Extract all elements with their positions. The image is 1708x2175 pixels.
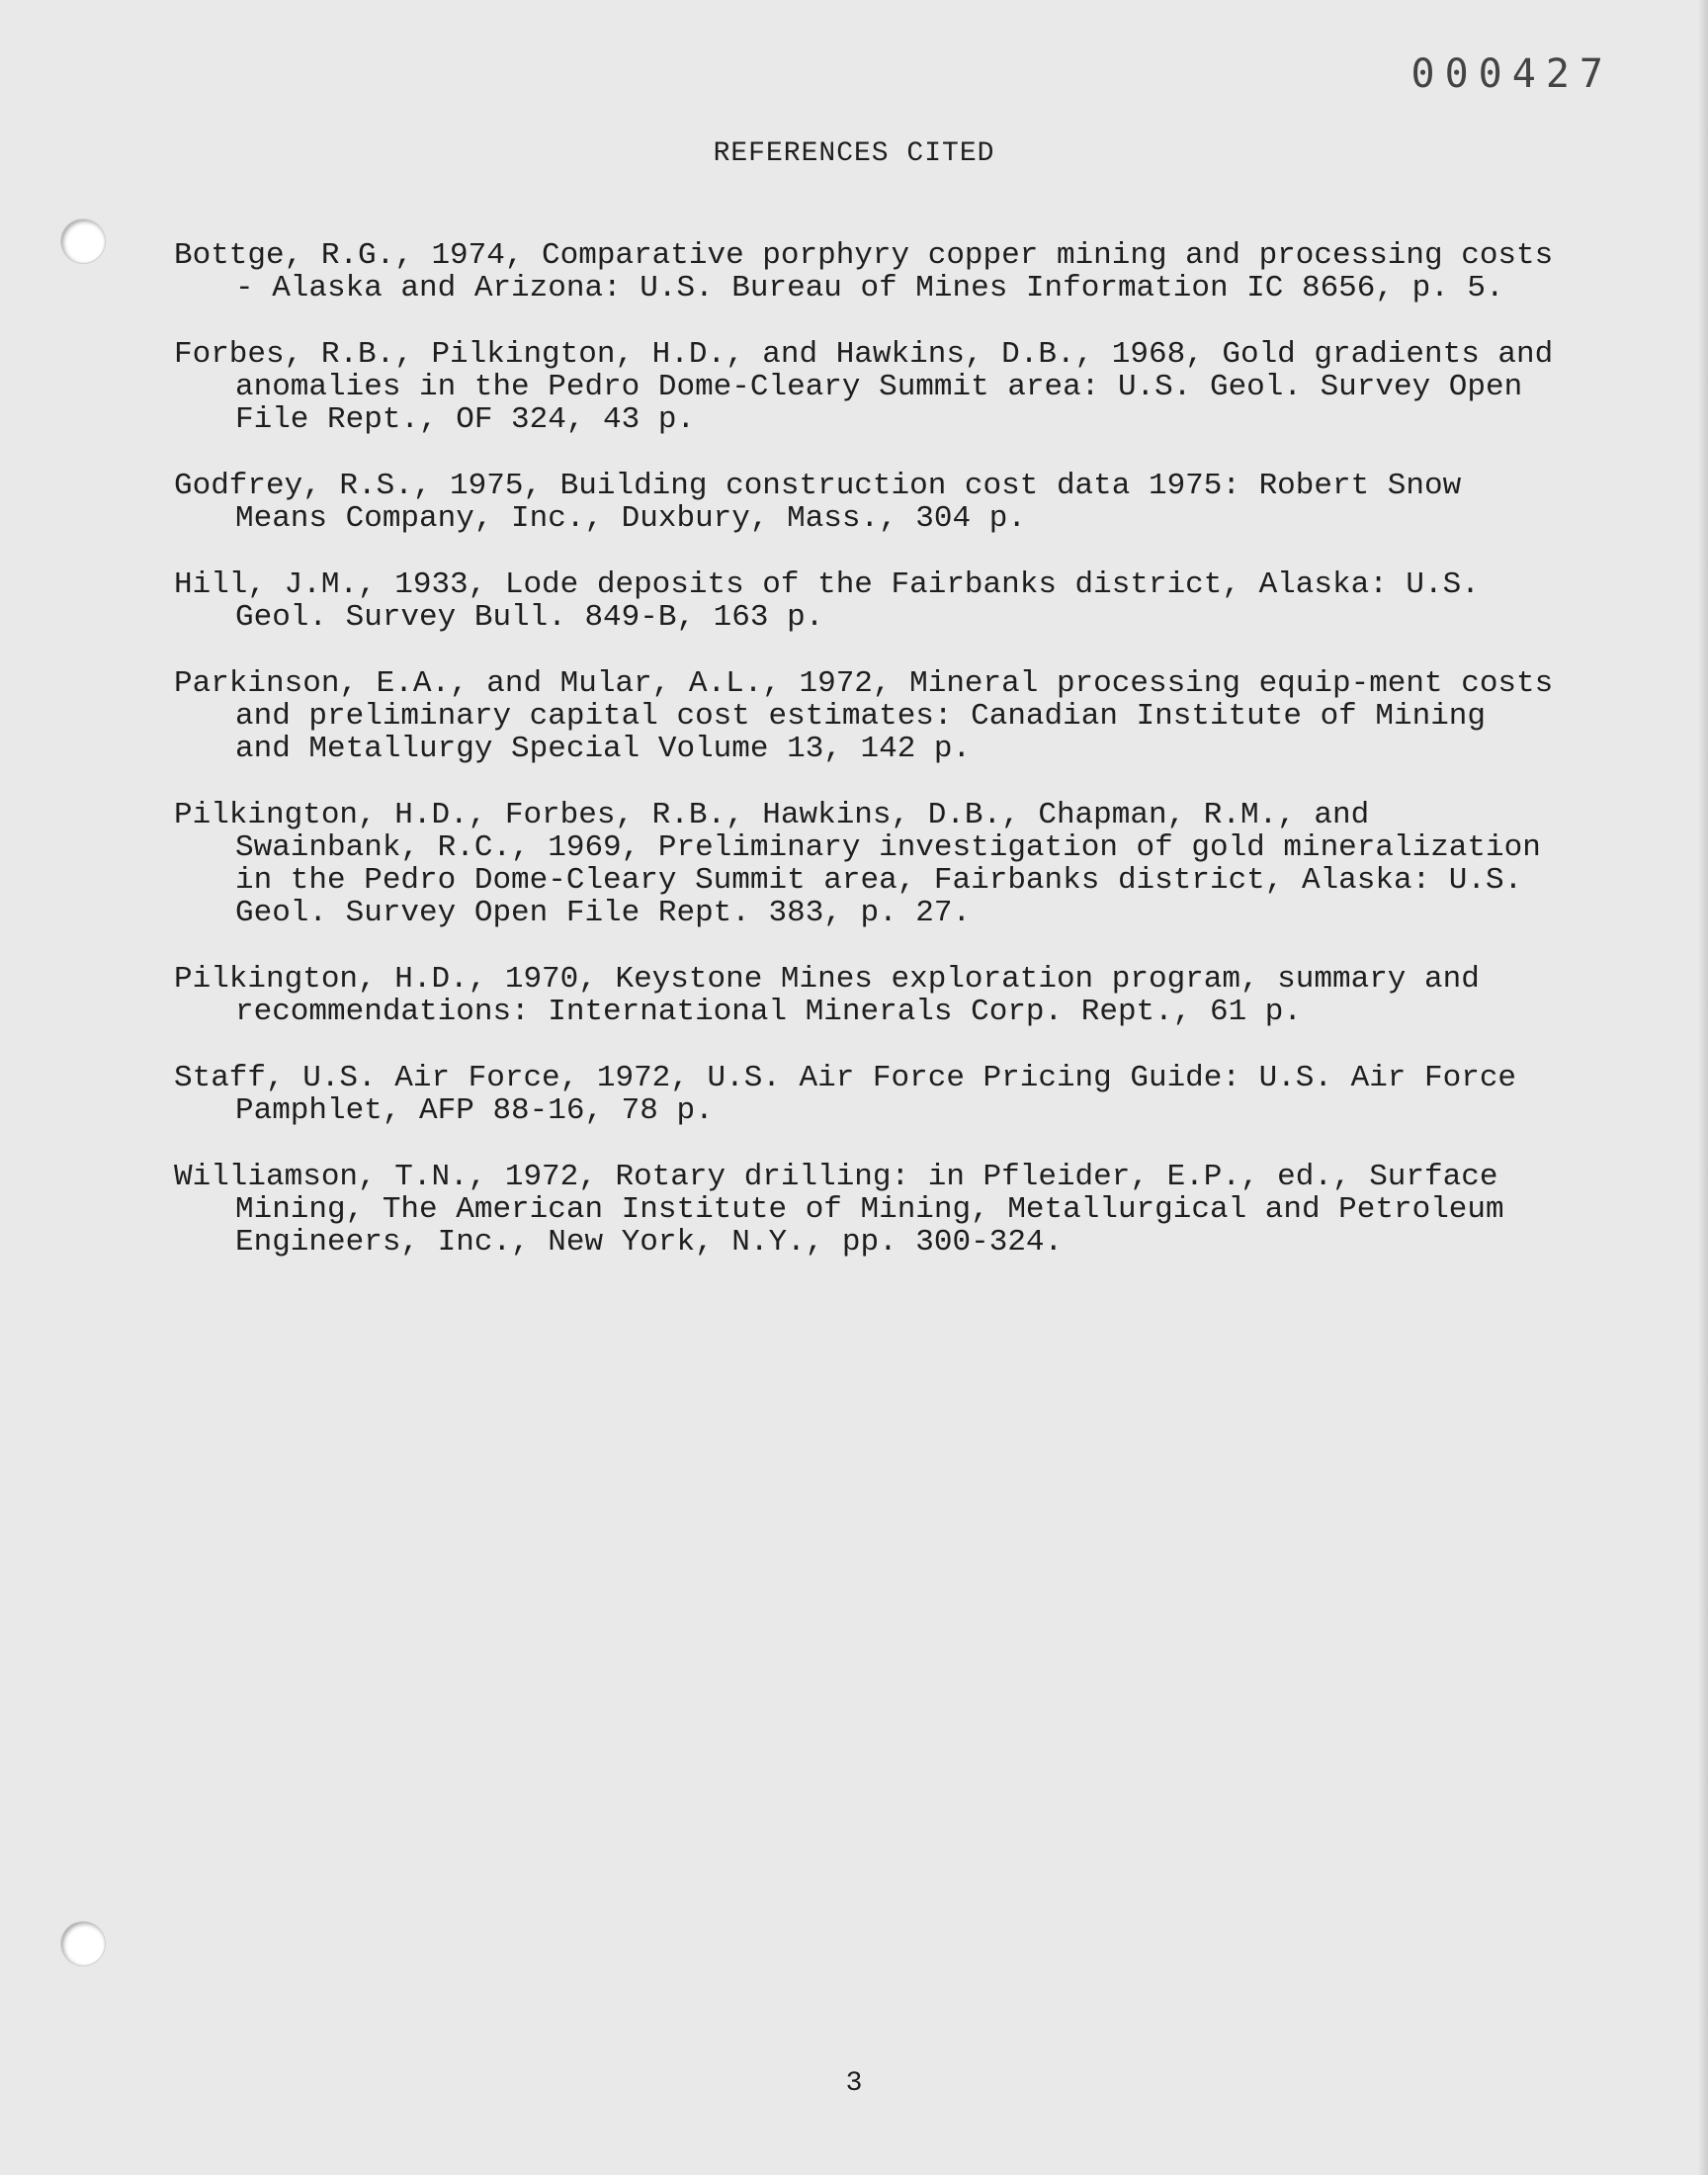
reference-entry: Pilkington, H.D., Forbes, R.B., Hawkins, D.B., Chapman, R.M., and Swainbank, R.C., 1969, Preliminary investigation of gold mineralization in the Pedro Dome-Cleary Summit area, Fairbanks district, Alaska: U.S. Geol. Survey Open File Rept. 383, p. 27. — [174, 798, 1541, 930]
punch-hole-top — [61, 219, 105, 263]
reference-list — [174, 239, 1558, 1292]
reference-entry: Godfrey, R.S., 1975, Building construction cost data 1975: Robert Snow Means Company, Inc., Duxbury, Mass., 304 p. — [174, 469, 1462, 536]
reference-entry: Williamson, T.N., 1972, Rotary drilling: in Pfleider, E.P., ed., Surface Mining, The American Institute of Mining, Metallurgical and Petroleum Engineers, Inc., New York, N.Y., pp. 300-324. — [174, 1160, 1504, 1260]
reference-entry: Staff, U.S. Air Force, 1972, U.S. Air Force Pricing Guide: U.S. Air Force Pamphlet, AFP 88-16, 78 p. — [174, 1061, 1517, 1128]
reference-entry: Parkinson, E.A., and Mular, A.L., 1972, Mineral processing equip-ment costs and preliminary capital cost estimates: Canadian Institute of Mining and Metallurgy Special Volume 13, 142 p. — [174, 666, 1554, 766]
document-stamp-number: 000427 — [1410, 51, 1613, 97]
page-heading: REFERENCES CITED — [713, 138, 995, 169]
reference-entry: Forbes, R.B., Pilkington, H.D., and Hawkins, D.B., 1968, Gold gradients and anomalies in the Pedro Dome-Cleary Summit area: U.S. Geol. Survey Open File Rept., OF 324, 43 p. — [174, 337, 1554, 437]
punch-hole-bottom — [61, 1922, 105, 1965]
reference-entry: Bottge, R.G., 1974, Comparative porphyry copper mining and processing costs - Alaska and Arizona: U.S. Bureau of Mines Information IC 8656, p. 5. — [174, 238, 1554, 305]
page-edge-shadow — [1698, 0, 1708, 2175]
reference-entry: Pilkington, H.D., 1970, Keystone Mines exploration program, summary and recommendations: International Minerals Corp. Rept., 61 p. — [174, 962, 1480, 1029]
page-number: 3 — [845, 2068, 863, 2099]
reference-entry: Hill, J.M., 1933, Lode deposits of the Fairbanks district, Alaska: U.S. Geol. Survey Bull. 849-B, 163 p. — [174, 567, 1480, 635]
